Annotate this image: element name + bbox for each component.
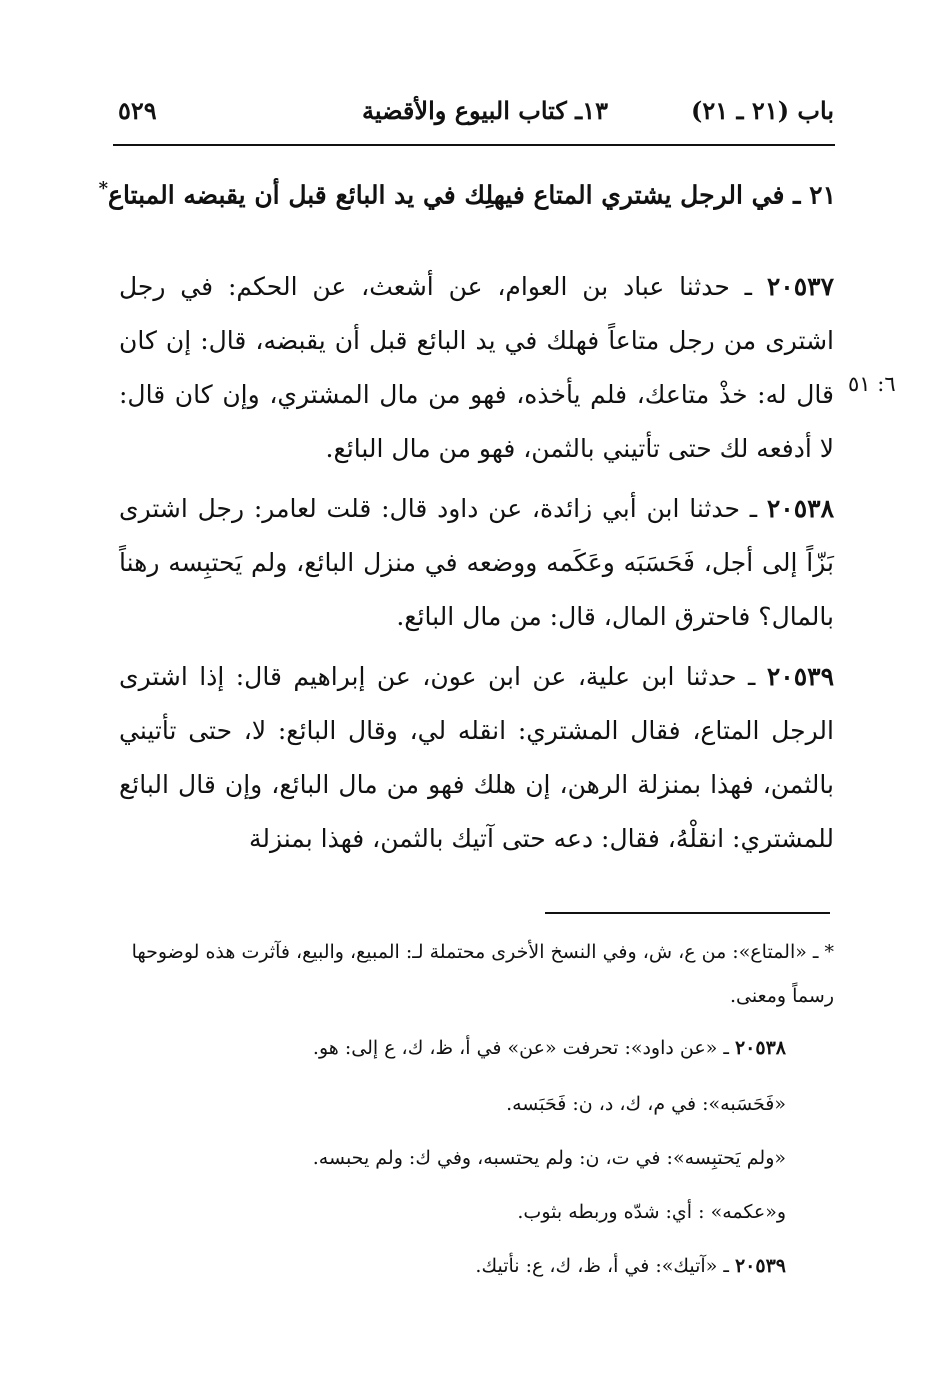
hadith-number: ٢٠٥٣٩ xyxy=(766,662,834,691)
footnote-number: ٢٠٥٣٩ xyxy=(734,1255,786,1277)
footnote-text: * ـ «المتاع»: من ع، ش، وفي النسخ الأخرى محتملة لـ: المبيع، والبيع، فآثرت هذه لوضوحها رسماً ومعنى. xyxy=(131,941,834,1007)
section-title xyxy=(98,178,836,210)
hadith-number: ٢٠٥٣٧ xyxy=(766,272,834,301)
margin-reference: ٦: ٥١ xyxy=(848,372,896,396)
footnote-text: «ولم يَحتبِسه»: في ت، ن: ولم يحتسبه، وفي ك: ولم يحبسه. xyxy=(312,1147,786,1169)
footnote-marker: * xyxy=(98,178,109,199)
footnote-fahasabah xyxy=(118,1082,786,1126)
footnote-text: و«عكمه» : أي: شدّه وربطه بثوب. xyxy=(517,1201,786,1223)
hadith-number: ٢٠٥٣٨ xyxy=(766,494,834,523)
header-rule xyxy=(113,144,835,146)
hadith-text: ـ حدثنا ابن أبي زائدة، عن داود قال: قلت لعامر: رجل اشترى بَزّاً إلى أجل، فَحَسَبَه وعَكَمه ووضعه في منزل البائع، ولم يَحتبِسه رهناً بالمال؟ فاحترق المال، قال: من مال البائع. xyxy=(119,494,834,631)
footnote-asterisk xyxy=(119,930,834,1018)
hadith-text: ـ حدثنا ابن علية، عن ابن عون، عن إبراهيم قال: إذا اشترى الرجل المتاع، فقال المشتري: انقله لي، وقال البائع: لا، حتى تأتيني بالثمن، فهذا بمنزلة الرهن، إن هلك فهو من مال البائع، وإن قال البائع للمشتري: انقلْهُ، فقال: دعه حتى آتيك بالثمن، فهذا بمنزلة xyxy=(119,662,834,853)
hadith-20537 xyxy=(119,260,834,476)
footnote-20538 xyxy=(118,1026,786,1070)
footnote-number: ٢٠٥٣٨ xyxy=(734,1037,786,1059)
book-heading: ١٣ـ كتاب البيوع والأقضية xyxy=(362,96,608,125)
footnote-yahtabisuh xyxy=(118,1136,786,1180)
footnote-akamah xyxy=(118,1190,786,1234)
hadith-20539 xyxy=(119,650,834,866)
footnote-20539 xyxy=(118,1244,786,1288)
chapter-heading: باب (٢١ ـ ٢١) xyxy=(691,96,834,125)
footnote-rule xyxy=(545,912,830,914)
footnote-text: «فَحَسَبه»: في م، ك، د، ن: فَحَبَسه. xyxy=(506,1093,786,1115)
hadith-20538 xyxy=(119,482,834,644)
page-number: ٥٢٩ xyxy=(118,96,157,125)
section-title-text: ٢١ ـ في الرجل يشتري المتاع فيهلِك في يد البائع قبل أن يقبضه المبتاع xyxy=(108,180,836,210)
footnote-text: ـ «آتيك»: في أ، ظ، ك، ع: نأتيك. xyxy=(475,1255,735,1277)
footnote-text: ـ «عن داود»: تحرفت «عن» في أ، ظ، ك، ع إلى: هو. xyxy=(312,1037,735,1059)
hadith-text: ـ حدثنا عباد بن العوام، عن أشعث، عن الحكم: في رجل اشترى من رجل متاعاً فهلك في يد البائع قبل أن يقبضه، قال: إن كان قال له: خذْ متاعك، فلم يأخذه، فهو من مال المشتري، وإن كان قال: لا أدفعه لك حتى تأتيني بالثمن، فهو من مال البائع. xyxy=(119,272,834,463)
